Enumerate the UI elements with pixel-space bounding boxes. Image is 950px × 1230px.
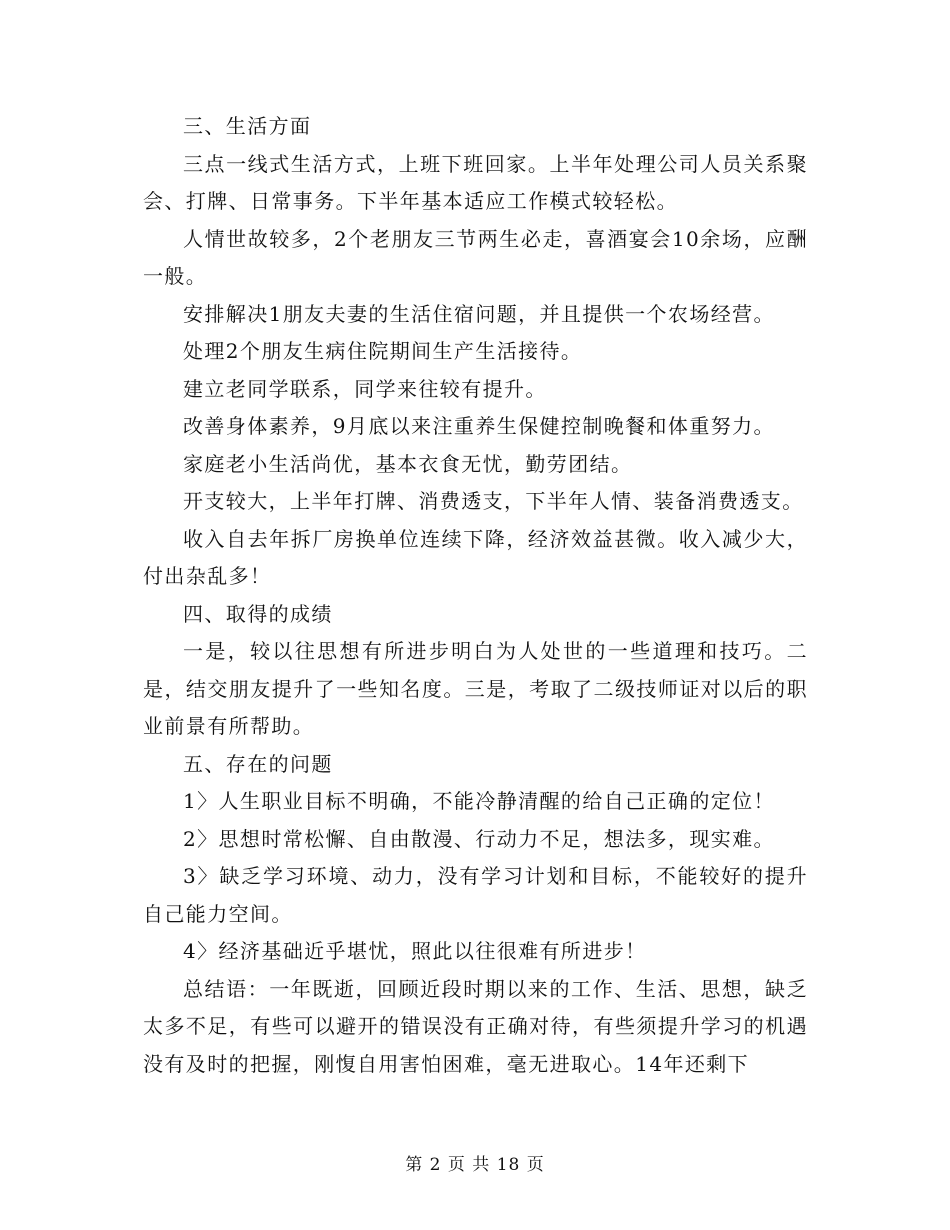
list-item: 2〉思想时常松懈、自由散漫、行动力不足，想法多，现实难。 — [183, 826, 775, 851]
list-item: 1〉人生职业目标不明确，不能冷静清醒的给自己正确的定位！ — [183, 789, 775, 813]
paragraph: 处理2个朋友生病住院期间生产生活接待。 — [183, 339, 583, 363]
list-item: 3〉缺乏学习环境、动力，没有学习计划和目标，不能较好的提升自己能力空间。 — [143, 864, 808, 926]
paragraph: 三点一线式生活方式，上班下班回家。上半年处理公司人员关系聚会、打牌、日常事务。下半年基本适应工作模式较轻松。 — [143, 151, 808, 213]
document-body — [143, 108, 808, 1083]
paragraph-summary: 总结语：一年既逝，回顾近段时期以来的工作、生活、思想，缺乏太多不足，有些可以避开的错误没有正确对待，有些须提升学习的机遇没有及时的把握，刚愎自用害怕困难，毫无进取心。14年还剩下 — [143, 976, 808, 1076]
paragraph: 建立老同学联系，同学来往较有提升。 — [183, 376, 547, 401]
paragraph: 开支较大，上半年打牌、消费透支，下半年人情、装备消费透支。 — [183, 489, 804, 513]
section-heading-life: 三、生活方面 — [183, 114, 312, 138]
list-item: 4〉经济基础近乎堪忧，照此以往很难有所进步！ — [183, 939, 647, 963]
section-heading-achievements: 四、取得的成绩 — [183, 601, 333, 626]
paragraph: 改善身体素养，9月底以来注重养生保健控制晚餐和体重努力。 — [183, 414, 775, 438]
paragraph: 安排解决1朋友夫妻的生活住宿问题，并且提供一个农场经营。 — [183, 301, 775, 326]
paragraph: 收入自去年拆厂房换单位连续下降，经济效益甚微。收入减少大，付出杂乱多！ — [143, 526, 808, 588]
paragraph: 人情世故较多，2个老朋友三节两生必走，喜酒宴会10余场，应酬一般。 — [143, 226, 808, 288]
section-heading-problems: 五、存在的问题 — [183, 751, 333, 776]
paragraph: 家庭老小生活尚优，基本衣食无忧，勤劳团结。 — [183, 451, 633, 476]
paragraph: 一是，较以往思想有所进步明白为人处世的一些道理和技巧。二是，结交朋友提升了一些知名度。三是，考取了二级技师证对以后的职业前景有所帮助。 — [143, 639, 808, 738]
page-number-footer: 第 2 页 共 18 页 — [405, 1155, 545, 1175]
